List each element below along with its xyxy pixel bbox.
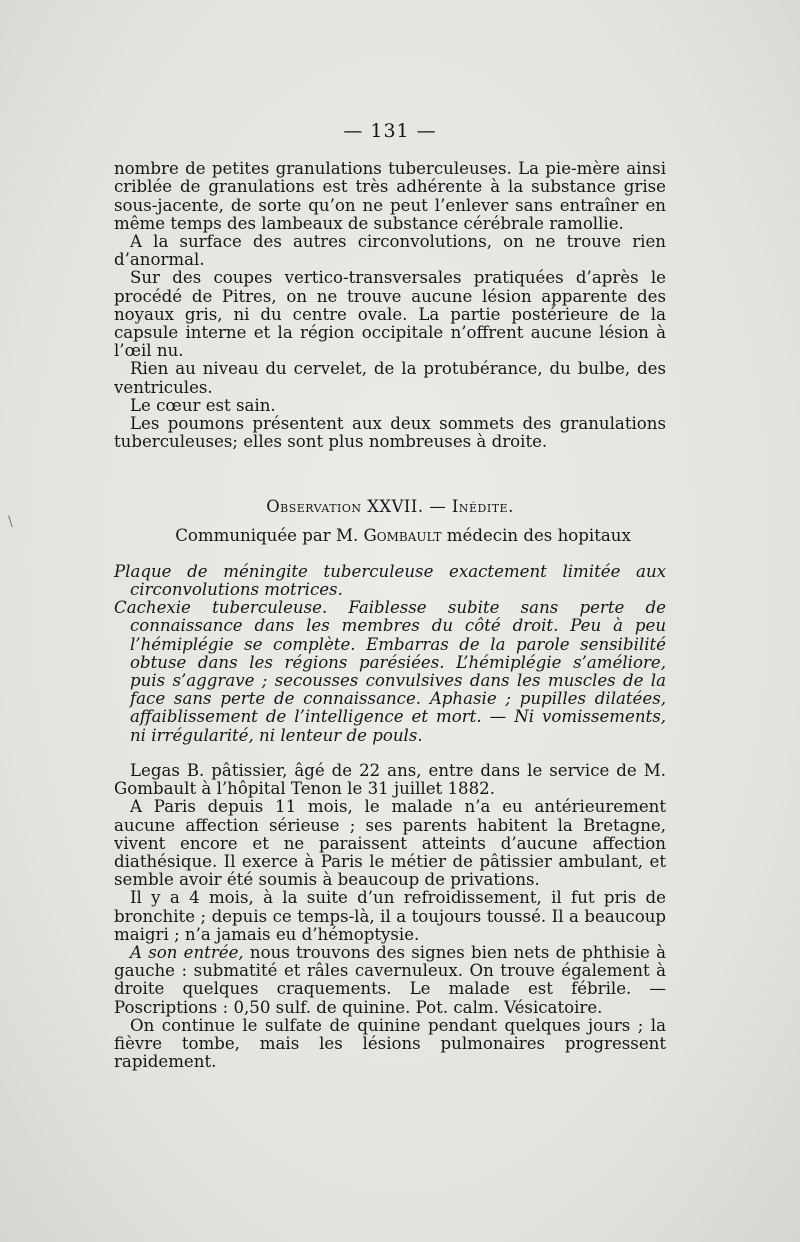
observation-label: Observation	[266, 497, 362, 517]
case-paragraph: On continue le sulfate de quinine pendant quelques jours ; la fièvre tombe, mais les lésions pulmonaires progressent rapidement.	[114, 1015, 666, 1072]
summary-line: Cachexie tuberculeuse. Faiblesse subite sans perte de connaissance dans les membres du côté droit. Peu à peu l’hémiplégie se complète. Embarras de la parole sensibilité obtuse dans les régions parésiées. L’hémiplégie s’améliore, puis s’aggrave ; secousses convulsives dans les muscles de la face sans perte de connaissance. Aphasie ; pupilles dilatées, affaiblissement de l’intelligence et mort. — Ni vomissements, ni irrégularité, ni lenteur de pouls.	[114, 598, 666, 745]
observation-number: XXVII.	[367, 497, 424, 517]
communicated-by	[140, 527, 666, 545]
observation-heading	[114, 498, 666, 516]
case-text: nous trouvons des signes bien nets de phthisie à gauche : submatité et râles cavernuleux. On trouve également à droite quelques craquements. Le malade est fébrile. — Poscriptions : 0,50 sulf. de quinine. Pot. calm. Vésicatoire.	[114, 942, 667, 1017]
text-column	[114, 122, 666, 1071]
paragraph: Sur des coupes vertico-transversales pratiquées d’après le procédé de Pitres, on ne trouve aucune lésion apparente des noyaux gris, ni du centre ovale. La partie postérieure de la capsule interne et la région occipitale n’offrent aucune lésion à l’œil nu.	[114, 268, 666, 361]
spacer	[114, 745, 666, 762]
page-number: — 131 —	[343, 120, 437, 142]
case-summary	[114, 563, 666, 745]
paragraph: nombre de petites granulations tuberculeuses. La pie-mère ainsi criblée de granulations est très adhérente à la substance grise sous-jacente, de sorte qu’on ne peut l’enlever sans entraîner en même temps des lambeaux de substance cérébrale ramollie.	[114, 159, 666, 233]
case-paragraph	[114, 944, 666, 1017]
paragraph: Le cœur est sain.	[130, 395, 276, 415]
communicated-name: Gombault	[363, 525, 442, 545]
observation-status: Inédite.	[451, 497, 514, 517]
margin-mark: \	[8, 514, 13, 530]
italic-lead: A son entrée,	[130, 942, 244, 962]
case-paragraph: A Paris depuis 11 mois, le malade n’a eu antérieurement aucune affection sérieuse ; ses parents habitent la Bretagne, vivent encore et ne paraissent atteints d’aucune affection diathésique. Il exerce à Paris le métier de pâtissier ambulant, et semble avoir été soumis à beaucoup de privations.	[114, 797, 666, 890]
summary-line: Plaque de méningite tuberculeuse exactement limitée aux circonvolutions motrices.	[114, 561, 666, 600]
paragraph: A la surface des autres circonvolutions, on ne trouve rien d’anormal.	[114, 232, 666, 270]
communicated-prefix: Communiquée par M.	[175, 525, 359, 545]
paragraph: Rien au niveau du cervelet, de la protubérance, du bulbe, des ventricules.	[114, 359, 666, 397]
paragraph: Les poumons présentent aux deux sommets des granulations tuberculeuses; elles sont plus nombreuses à droite.	[114, 414, 666, 452]
observation-dash: —	[429, 497, 447, 517]
communicated-suffix: médecin des hopitaux	[446, 525, 631, 545]
case-paragraph: Legas B. pâtissier, âgé de 22 ans, entre dans le service de M. Gombault à l’hôpital Tenon le 31 juillet 1882.	[114, 760, 666, 799]
case-paragraph: Il y a 4 mois, à la suite d’un refroidissement, il fut pris de bronchite ; depuis ce temps-là, il a toujours toussé. Il a beaucoup maigri ; n’a jamais eu d’hémoptysie.	[114, 888, 666, 944]
